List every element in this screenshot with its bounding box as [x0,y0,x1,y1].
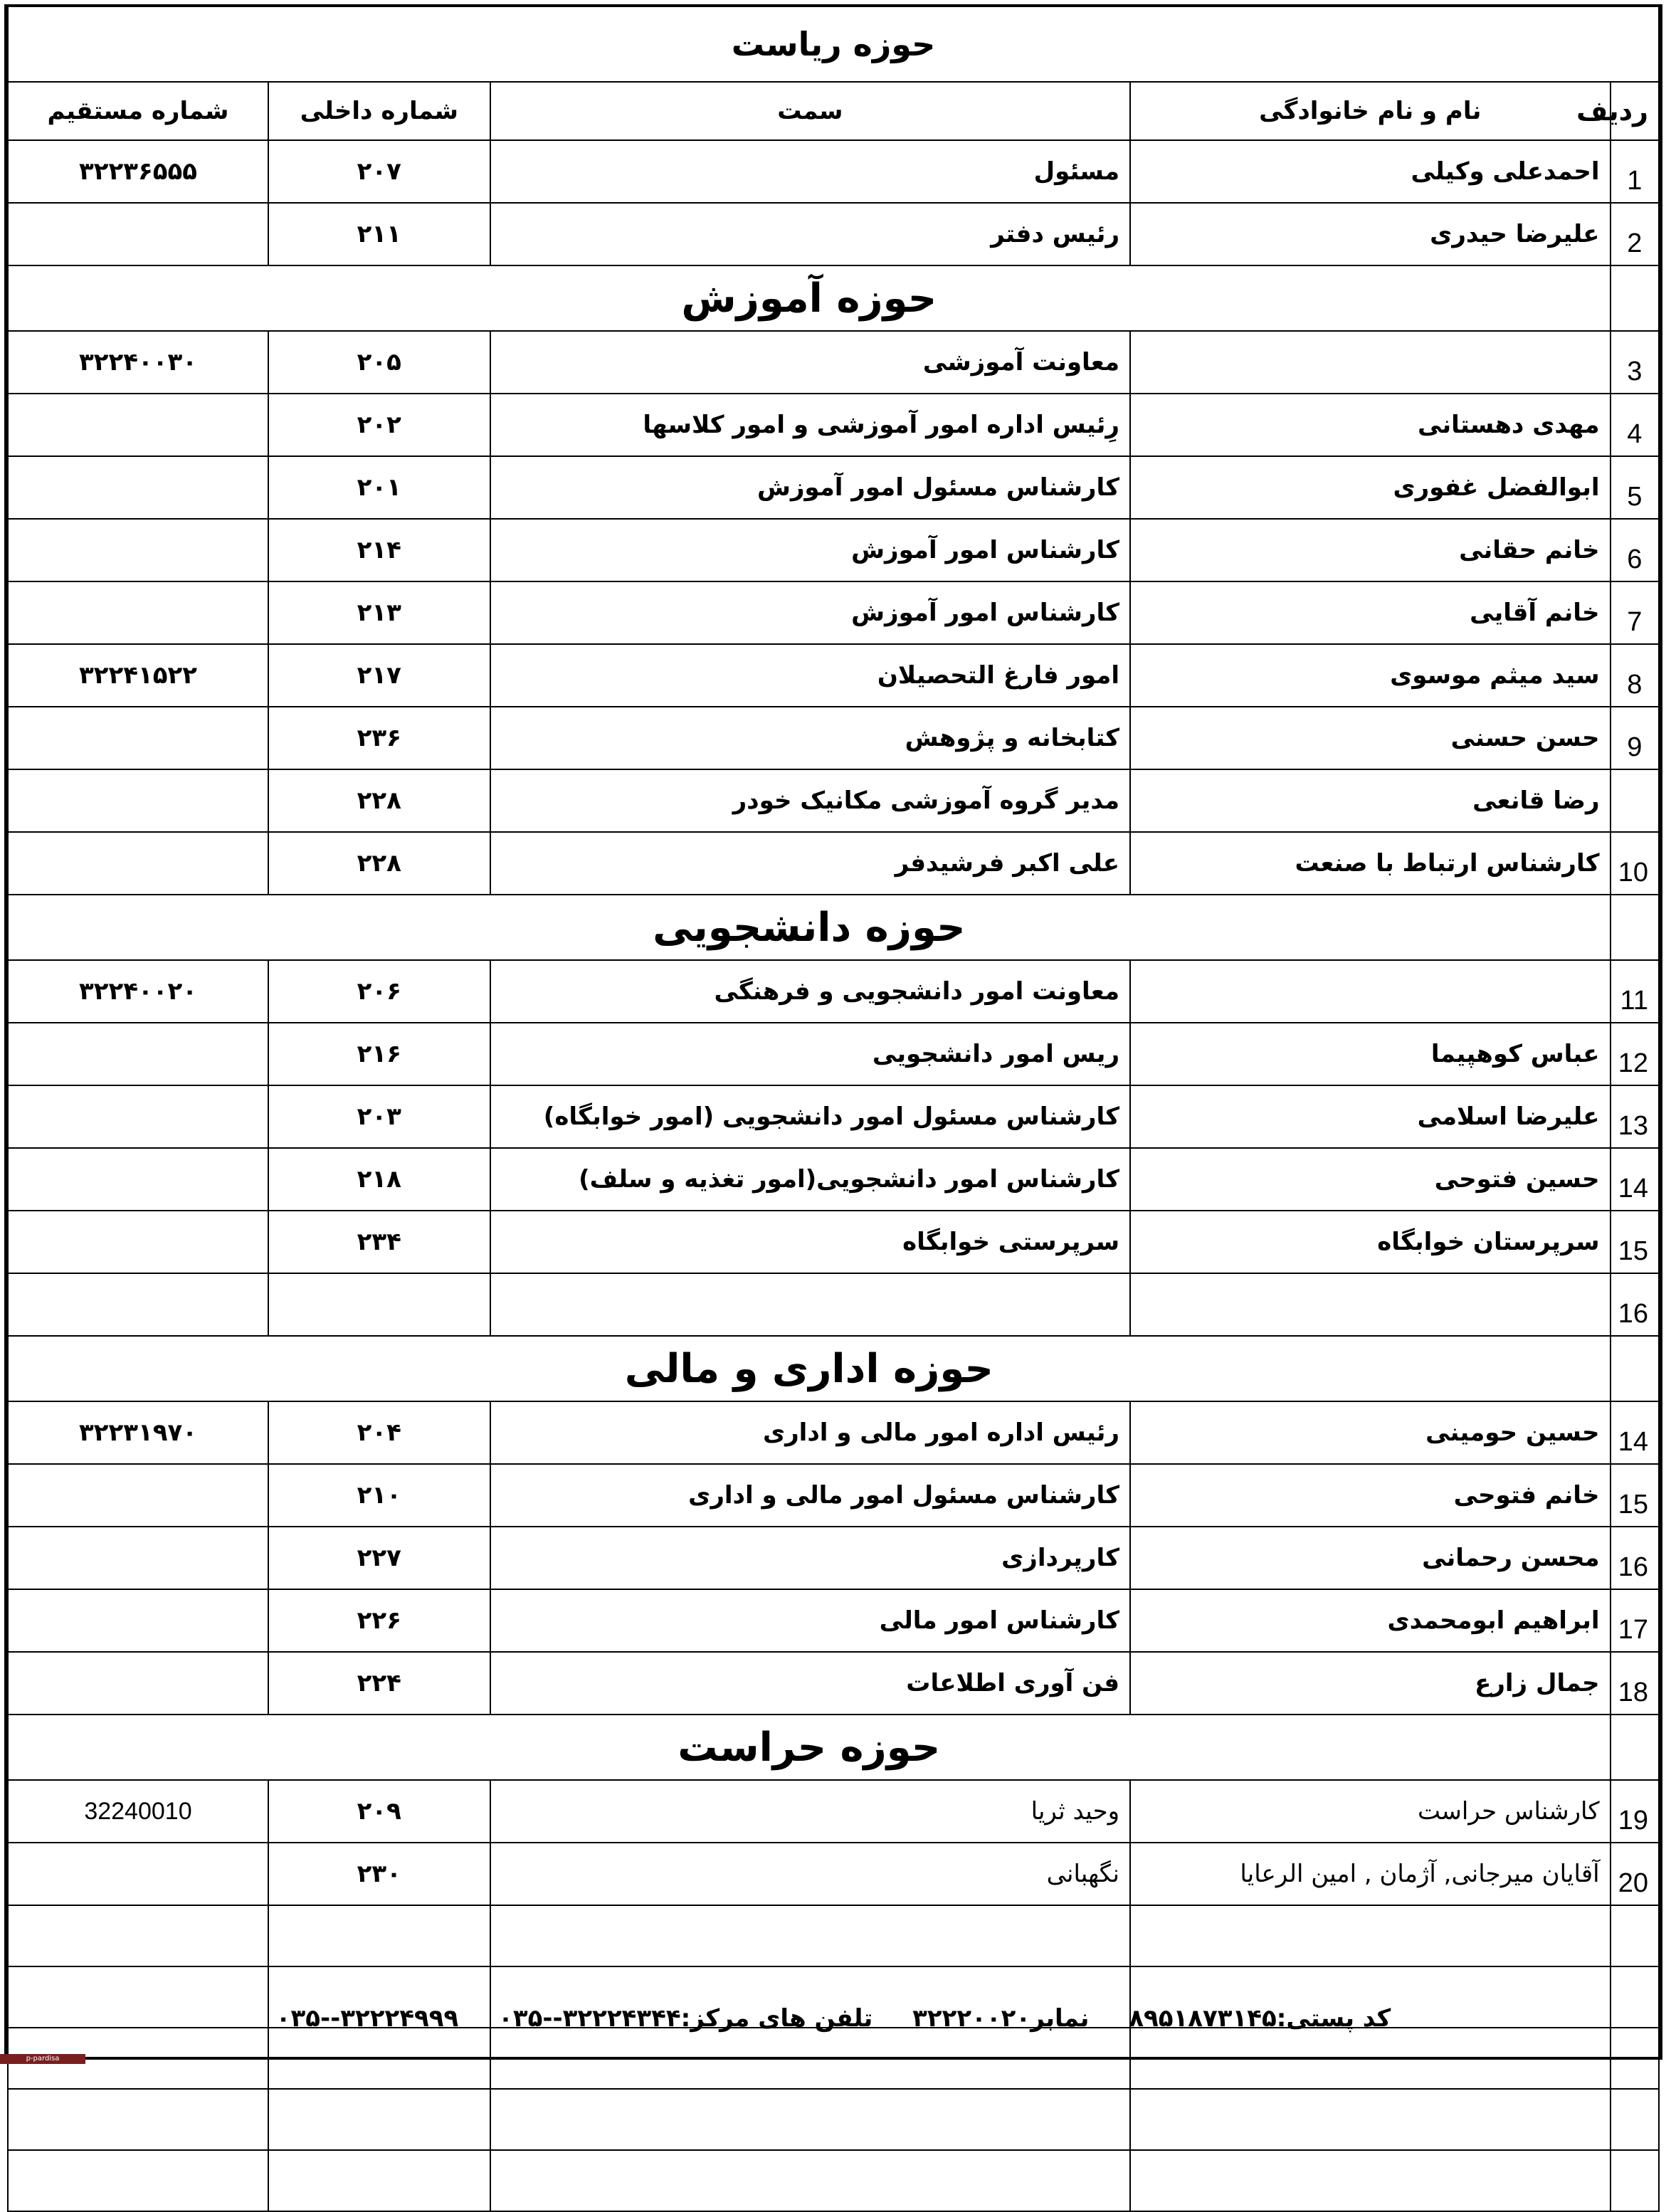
cell-name: احمدعلی وکیلی [1130,140,1611,203]
cell-radif: 2 [1611,203,1659,265]
section-title: حوزه حراست [8,1715,1611,1780]
cell-position: معاونت امور دانشجویی و فرهنگی [490,960,1130,1023]
cell-name [1130,1905,1611,1966]
cell-position [490,1905,1130,1966]
footer-phones: تلفن های مرکز:۳۲۲۲۴۳۴۴--۰۳۵ [498,2004,873,2033]
cell-internal: ۲۲۷ [268,1527,490,1589]
cell-direct [8,1211,268,1273]
header-name: نام و نام خانوادگی [1130,82,1611,140]
table-row [8,1023,1659,1085]
cell-direct [8,394,268,456]
table-row [8,581,1659,644]
cell-radif: 19 [1611,1780,1659,1843]
cell-internal [268,1273,490,1336]
cell-direct: ۳۲۲۳۶۵۵۵ [8,140,268,203]
cell-position: کارشناس مسئول امور دانشجویی (امور خوابگاه) [490,1085,1130,1148]
cell-radif: 15 [1611,1464,1659,1527]
cell-direct [8,581,268,644]
empty-row [8,1905,1659,1966]
cell-name: حسین فتوحی [1130,1148,1611,1211]
directory-table [7,7,1660,2212]
cell-position: نگهبانی [490,1843,1130,1905]
cell-name: مهدی دهستانی [1130,394,1611,456]
table-row [8,707,1659,769]
cell-direct: 32240010 [8,1780,268,1843]
cell-position: امور فارغ التحصیلان [490,644,1130,707]
cell-name: جمال زارع [1130,1652,1611,1715]
cell-internal: ۲۱۳ [268,581,490,644]
footer-contact [7,1980,1660,2057]
cell-internal: ۲۱۷ [268,644,490,707]
cell-name: کارشناس حراست [1130,1780,1611,1843]
cell-position: مسئول [490,140,1130,203]
table-row [8,1843,1659,1905]
cell-radif: 15 [1611,1211,1659,1273]
empty-row [8,2150,1659,2211]
cell-internal: ۲۰۲ [268,394,490,456]
cell-internal: ۲۰۴ [268,1401,490,1464]
cell-name: محسن رحمانی [1130,1527,1611,1589]
cell-direct [8,2089,268,2150]
cell-direct [8,1527,268,1589]
cell-radif: 14 [1611,1401,1659,1464]
cell-internal: ۲۲۸ [268,832,490,895]
page-title: حوزه ریاست [8,7,1659,82]
cell-internal: ۲۱۰ [268,1464,490,1527]
cell-position: وحید ثریا [490,1780,1130,1843]
cell-name [1130,2089,1611,2150]
table-row [8,519,1659,581]
cell-internal [268,2089,490,2150]
cell-position: رئیس دفتر [490,203,1130,265]
footer-postal-code: کد پستی:۸۹۵۱۸۷۳۱۴۵ [1129,2004,1391,2033]
cell-radif: 10 [1611,832,1659,895]
cell-name: سرپرستان خوابگاه [1130,1211,1611,1273]
cell-position: کارشناس امور آموزش [490,581,1130,644]
watermark-logo: p-pardisa [0,2054,85,2064]
cell-name: خانم حقانی [1130,519,1611,581]
cell-internal [268,2150,490,2211]
cell-direct [8,1843,268,1905]
cell-position: کتابخانه و پژوهش [490,707,1130,769]
cell-internal: ۲۰۶ [268,960,490,1023]
header-radif: ردیف [1611,82,1659,140]
table-row [8,1780,1659,1843]
cell-name: ابوالفضل غفوری [1130,456,1611,519]
section-row [8,895,1659,960]
cell-position: کارشناس مسئول امور آموزش [490,456,1130,519]
cell-internal: ۲۱۶ [268,1023,490,1085]
cell-internal: ۲۱۱ [268,203,490,265]
section-radif-cell [1611,265,1659,331]
cell-direct [8,203,268,265]
cell-internal: ۲۳۶ [268,707,490,769]
empty-row [8,2089,1659,2150]
cell-radif: 14 [1611,1148,1659,1211]
cell-internal: ۲۰۵ [268,331,490,394]
section-row [8,1715,1659,1780]
table-row [8,1211,1659,1273]
cell-direct [8,1273,268,1336]
cell-position: سرپرستی خوابگاه [490,1211,1130,1273]
header-internal: شماره داخلی [268,82,490,140]
cell-radif: 18 [1611,1652,1659,1715]
table-row [8,1652,1659,1715]
cell-internal: ۲۲۸ [268,769,490,832]
cell-name [1130,331,1611,394]
cell-direct [8,1148,268,1211]
cell-name: خانم آقایی [1130,581,1611,644]
table-row [8,1401,1659,1464]
cell-position: ریس امور دانشجویی [490,1023,1130,1085]
table-row [8,1085,1659,1148]
cell-internal [268,1905,490,1966]
cell-name: رضا قانعی [1130,769,1611,832]
header-direct: شماره مستقیم [8,82,268,140]
cell-name: عباس کوهپیما [1130,1023,1611,1085]
cell-name: علیرضا اسلامی [1130,1085,1611,1148]
cell-radif [1611,2150,1659,2211]
table-row [8,203,1659,265]
phone-directory-sheet [4,4,1662,2060]
table-row [8,1148,1659,1211]
cell-name [1130,1273,1611,1336]
cell-radif [1611,2089,1659,2150]
table-row [8,832,1659,895]
cell-radif: 6 [1611,519,1659,581]
cell-direct [8,769,268,832]
cell-position: معاونت آموزشی [490,331,1130,394]
table-row [8,960,1659,1023]
section-radif-cell [1611,1336,1659,1401]
cell-name: علیرضا حیدری [1130,203,1611,265]
cell-direct [8,1085,268,1148]
cell-internal: ۲۰۹ [268,1780,490,1843]
cell-position: رِئیس اداره امور آموزشی و امور کلاسها [490,394,1130,456]
cell-radif: 9 [1611,707,1659,769]
cell-name: خانم فتوحی [1130,1464,1611,1527]
table-row [8,394,1659,456]
cell-radif: 7 [1611,581,1659,644]
cell-direct [8,456,268,519]
cell-internal: ۲۳۴ [268,1211,490,1273]
cell-position: کارپردازی [490,1527,1130,1589]
cell-direct [8,1589,268,1652]
cell-position: کارشناس امور دانشجویی(امور تغذیه و سلف) [490,1148,1130,1211]
cell-position: فن آوری اطلاعات [490,1652,1130,1715]
footer-phones-2: ۳۲۲۲۴۹۹۹--۰۳۵ [275,2004,459,2033]
cell-position [490,2089,1130,2150]
cell-position [490,1273,1130,1336]
cell-position: رئیس اداره امور مالی و اداری [490,1401,1130,1464]
cell-name: ابراهیم ابومحمدی [1130,1589,1611,1652]
cell-position: کارشناس امور مالی [490,1589,1130,1652]
cell-internal: ۲۲۶ [268,1589,490,1652]
section-title: حوزه آموزش [8,265,1611,331]
table-row [8,769,1659,832]
cell-name: حسن حسنی [1130,707,1611,769]
header-position: سمت [490,82,1130,140]
cell-name: حسین حومینی [1130,1401,1611,1464]
cell-radif: 12 [1611,1023,1659,1085]
cell-internal: ۲۱۴ [268,519,490,581]
cell-radif: 17 [1611,1589,1659,1652]
cell-internal: ۲۰۳ [268,1085,490,1148]
section-radif-cell [1611,1715,1659,1780]
cell-radif [1611,1905,1659,1966]
cell-radif: 5 [1611,456,1659,519]
cell-direct [8,707,268,769]
cell-direct [8,2150,268,2211]
cell-radif: 16 [1611,1273,1659,1336]
section-row [8,1336,1659,1401]
cell-internal: ۲۰۷ [268,140,490,203]
cell-name: آقایان میرجانی, آژمان , امین الرعایا [1130,1843,1611,1905]
table-row [8,1273,1659,1336]
table-row [8,1589,1659,1652]
cell-name [1130,2150,1611,2211]
cell-position: علی اکبر فرشیدفر [490,832,1130,895]
cell-radif: 11 [1611,960,1659,1023]
cell-direct [8,1023,268,1085]
cell-direct [8,1464,268,1527]
cell-internal: ۲۲۴ [268,1652,490,1715]
cell-internal: ۲۱۸ [268,1148,490,1211]
cell-direct: ۳۲۲۴۱۵۲۲ [8,644,268,707]
section-radif-cell [1611,895,1659,960]
cell-radif: 1 [1611,140,1659,203]
section-row [8,265,1659,331]
header-row [8,82,1659,140]
cell-direct [8,1652,268,1715]
footer-fax: نمابر۳۲۲۲۰۰۲۰ [912,2004,1090,2033]
cell-position: کارشناس امور آموزش [490,519,1130,581]
table-row [8,331,1659,394]
table-row [8,1527,1659,1589]
table-row [8,140,1659,203]
cell-name: سید میثم موسوی [1130,644,1611,707]
cell-direct: ۳۲۲۴۰۰۲۰ [8,960,268,1023]
cell-direct [8,519,268,581]
cell-internal: ۲۳۰ [268,1843,490,1905]
cell-name [1130,960,1611,1023]
cell-radif [1611,769,1659,832]
section-title: حوزه دانشجویی [8,895,1611,960]
cell-direct [8,1905,268,1966]
table-row [8,1464,1659,1527]
cell-radif: 3 [1611,331,1659,394]
cell-name: کارشناس ارتباط با صنعت [1130,832,1611,895]
table-row [8,644,1659,707]
cell-radif: 20 [1611,1843,1659,1905]
section-title: حوزه اداری و مالی [8,1336,1611,1401]
table-row [8,456,1659,519]
cell-position: مدیر گروه آموزشی مکانیک خودر [490,769,1130,832]
cell-position [490,2150,1130,2211]
cell-radif: 8 [1611,644,1659,707]
cell-radif: 13 [1611,1085,1659,1148]
cell-direct: ۳۲۲۴۰۰۳۰ [8,331,268,394]
cell-radif: 4 [1611,394,1659,456]
cell-direct [8,832,268,895]
cell-direct: ۳۲۲۳۱۹۷۰ [8,1401,268,1464]
cell-position: کارشناس مسئول امور مالی و اداری [490,1464,1130,1527]
cell-radif: 16 [1611,1527,1659,1589]
cell-internal: ۲۰۱ [268,456,490,519]
